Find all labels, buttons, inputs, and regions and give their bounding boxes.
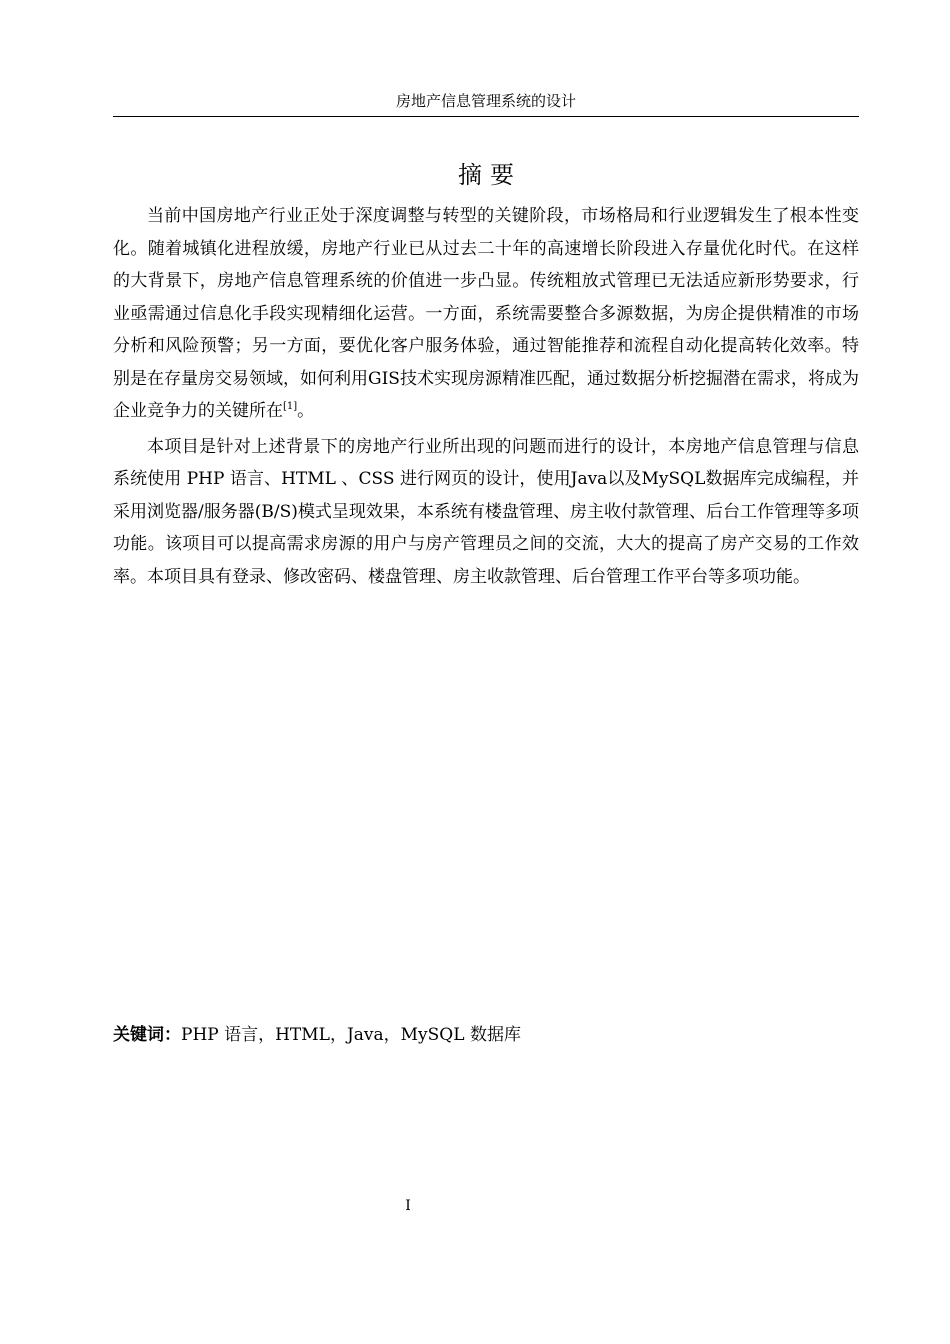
page-number: I xyxy=(405,1198,411,1214)
keywords-value: PHP 语言，HTML，Java，MySQL 数据库 xyxy=(181,1025,521,1045)
citation-reference: [1] xyxy=(283,401,298,412)
abstract-paragraph-1 xyxy=(113,200,859,428)
abstract-paragraph-1-text: 当前中国房地产行业正处于深度调整与转型的关键阶段，市场格局和行业逻辑发生了根本性变化。随着城镇化进程放缓，房地产行业已从过去二十年的高速增长阶段进入存量优化时代。在这样的大背景下，房地产信息管理系统的价值进一步凸显。传统粗放式管理已无法适应新形势要求，行业亟需通过信息化手段实现精细化运营。一方面，系统需要整合多源数据，为房企提供精准的市场分析和风险预警；另一方面，要优化客户服务体验，通过智能推荐和流程自动化提高转化效率。特别是在存量房交易领域，如何利用GIS技术实现房源精准匹配，通过数据分析挖掘潜在需求，将成为企业竞争力的关键所在 xyxy=(113,206,859,421)
abstract-paragraph-1-end: 。 xyxy=(297,401,315,421)
abstract-paragraph-2: 本项目是针对上述背景下的房地产行业所出现的问题而进行的设计，本房地产信息管理与信息系统使用 PHP 语言、HTML 、CSS 进行网页的设计，使用Java以及MySQL数据库完成编程，并采用浏览器/服务器(B/S)模式呈现效果，本系统有楼盘管理、房主收付款管理、后台工作管理等多项功能。该项目可以提高需求房源的用户与房产管理员之间的交流，大大的提高了房产交易的工作效率。本项目具有登录、修改密码、楼盘管理、房主收款管理、后台管理工作平台等多项功能。 xyxy=(113,436,859,587)
abstract-body xyxy=(113,200,859,593)
keywords-label: 关键词： xyxy=(113,1025,181,1045)
abstract-title: 摘要 xyxy=(458,161,522,189)
header-rule xyxy=(113,116,859,117)
running-header: 房地产信息管理系统的设计 xyxy=(395,92,576,110)
keywords xyxy=(113,1021,859,1049)
